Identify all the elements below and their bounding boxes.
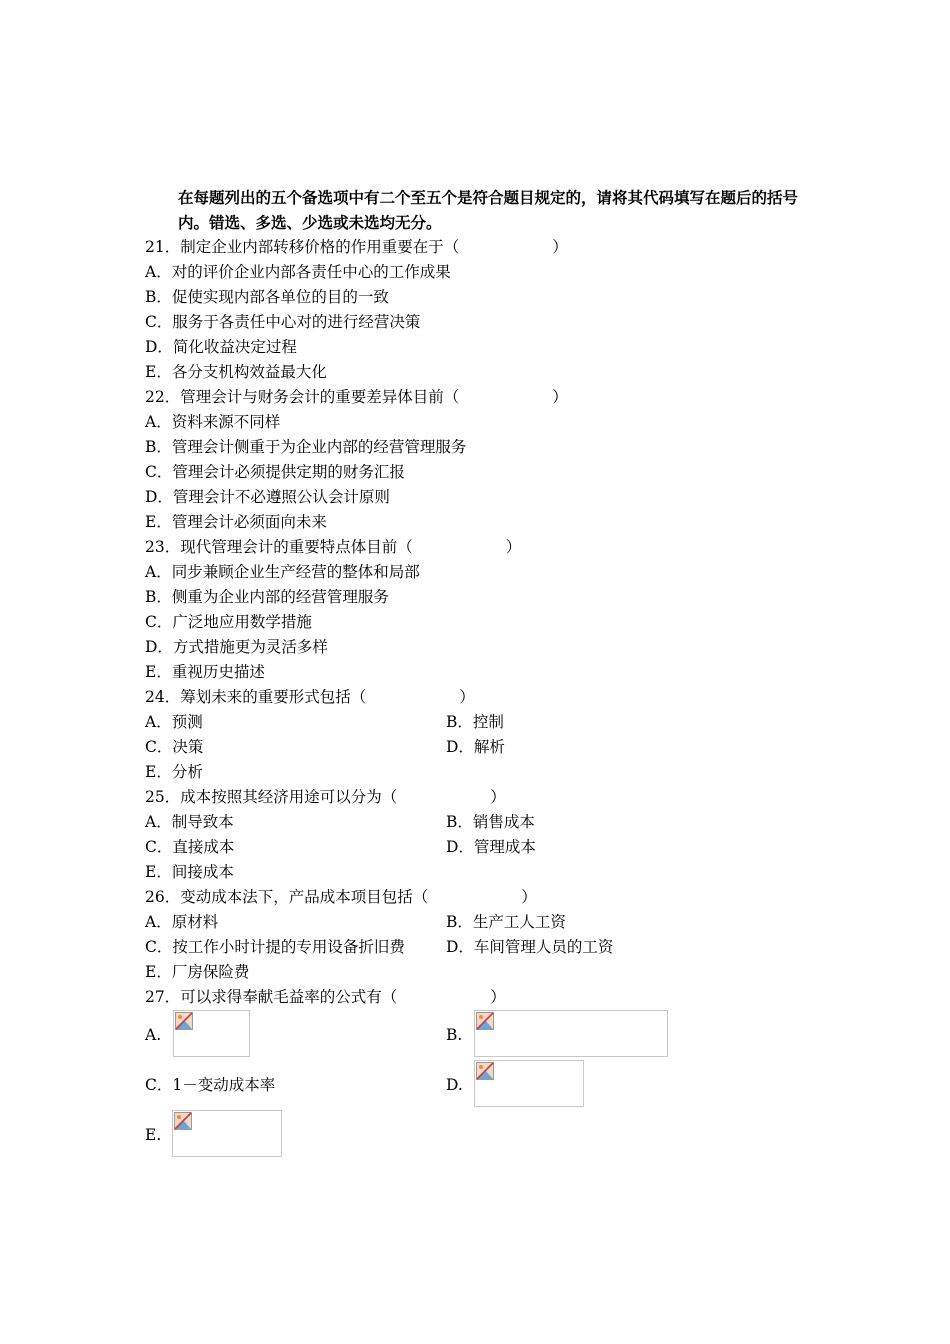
- q23-option-b: B．侧重为企业内部的经营管理服务: [145, 588, 389, 606]
- q25-option-c: C．直接成本: [145, 838, 235, 856]
- section-instructions: 在每题列出的五个备选项中有二个至五个是符合题目规定的，请将其代码填写在题后的括号内。错选、多选、少选或未选均无分。: [178, 189, 799, 232]
- q27-option-e-label: E.: [145, 1126, 162, 1144]
- q25-option-d: D．管理成本: [446, 838, 536, 856]
- q21-option-a: A．对的评价企业内部各责任中心的工作成果: [145, 263, 451, 281]
- q26-option-d: D．车间管理人员的工资: [446, 938, 614, 956]
- broken-image-icon: [476, 1062, 494, 1080]
- q26-options-row: [145, 935, 845, 960]
- formula-image-placeholder: [172, 1110, 282, 1157]
- q24-option-e: E．分析: [145, 763, 203, 781]
- q25-option-b: B．销售成本: [446, 813, 535, 831]
- broken-image-icon: [174, 1112, 192, 1130]
- question-27-stem: 27．可以求得奉献毛益率的公式有（ ）: [145, 988, 506, 1006]
- question-21-stem: 21．制定企业内部转移价格的作用重要在于（ ）: [145, 238, 568, 256]
- q24-option-a: A．预测: [145, 713, 203, 731]
- q22-option-b: B．管理会计侧重于为企业内部的经营管理服务: [145, 438, 467, 456]
- q21-option-b: B．促使实现内部各单位的目的一致: [145, 288, 389, 306]
- question-26-stem: 26．变动成本法下，产品成本项目包括（ ）: [145, 888, 537, 906]
- formula-image-placeholder: [474, 1060, 584, 1107]
- q26-options-row: [145, 910, 845, 935]
- q22-option-c: C．管理会计必须提供定期的财务汇报: [145, 463, 405, 481]
- q24-options-row: [145, 710, 845, 735]
- question-22-stem: 22．管理会计与财务会计的重要差异体目前（ ）: [145, 388, 568, 406]
- q21-option-d: D．简化收益决定过程: [145, 338, 297, 356]
- formula-image-placeholder: [474, 1010, 668, 1057]
- broken-image-icon: [476, 1012, 494, 1030]
- q22-option-a: A．资料来源不同样: [145, 413, 281, 431]
- q27-options-row: [145, 1010, 845, 1060]
- question-23-stem: 23．现代管理会计的重要特点体目前（ ）: [145, 538, 522, 556]
- q25-options-row: [145, 860, 845, 885]
- q22-option-d: D．管理会计不必遵照公认会计原则: [145, 488, 390, 506]
- question-25-stem: 25．成本按照其经济用途可以分为（ ）: [145, 788, 506, 806]
- question-24-stem: 24．筹划未来的重要形式包括（ ）: [145, 688, 475, 706]
- formula-image-placeholder: [173, 1010, 250, 1057]
- q23-option-d: D．方式措施更为灵活多样: [145, 638, 328, 656]
- q26-option-e: E．厂房保险费: [145, 963, 250, 981]
- q27-option-a-label: A.: [145, 1026, 162, 1044]
- q26-options-row: [145, 960, 845, 985]
- q26-option-b: B．生产工人工资: [446, 913, 566, 931]
- q24-option-c: C．决策: [145, 738, 204, 756]
- q27-options-row: [145, 1060, 845, 1110]
- q27-option-c-text: C．1－变动成本率: [145, 1076, 276, 1094]
- q23-option-e: E．重视历史描述: [145, 663, 265, 681]
- q23-option-a: A．同步兼顾企业生产经营的整体和局部: [145, 563, 420, 581]
- q26-option-a: A．原材料: [145, 913, 219, 931]
- q26-option-c: C．按工作小时计提的专用设备折旧费: [145, 938, 405, 956]
- q25-options-row: [145, 810, 845, 835]
- q24-option-b: B．控制: [446, 713, 504, 731]
- q23-option-c: C．广泛地应用数学措施: [145, 613, 312, 631]
- q21-option-c: C．服务于各责任中心对的进行经营决策: [145, 313, 421, 331]
- q24-options-row: [145, 760, 845, 785]
- q27-option-d-label: D.: [446, 1076, 463, 1094]
- q21-option-e: E．各分支机构效益最大化: [145, 363, 327, 381]
- q24-option-d: D．解析: [446, 738, 505, 756]
- q25-options-row: [145, 835, 845, 860]
- q22-option-e: E．管理会计必须面向未来: [145, 513, 327, 531]
- q25-option-e: E．间接成本: [145, 863, 234, 881]
- broken-image-icon: [175, 1012, 193, 1030]
- q24-options-row: [145, 735, 845, 760]
- question-list: [145, 235, 845, 1160]
- q27-options-row: [145, 1110, 845, 1160]
- q27-option-b-label: B.: [446, 1026, 463, 1044]
- q25-option-a: A．制导致本: [145, 813, 234, 831]
